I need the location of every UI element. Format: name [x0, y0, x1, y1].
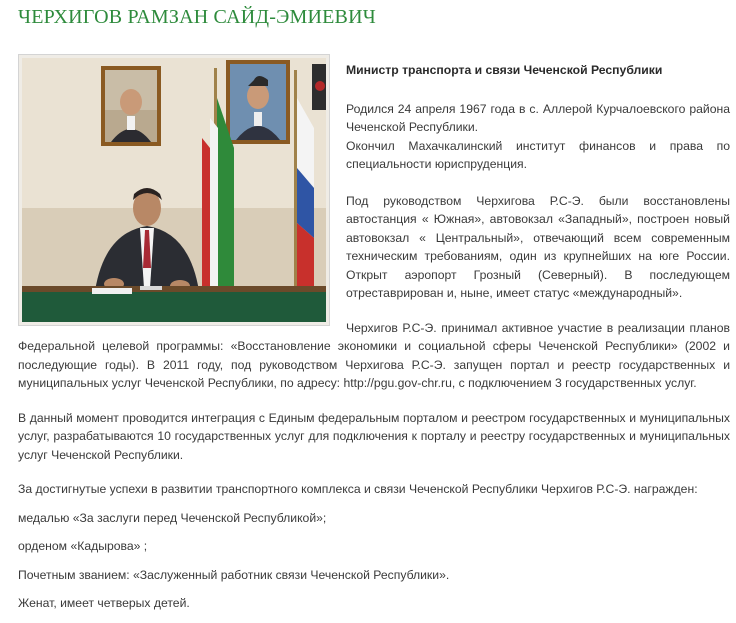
minister-photo [22, 58, 326, 322]
award-title: Почетным званием: «Заслуженный работник связи Чеченской Республики». [18, 567, 450, 582]
birth-info: Родился 24 апреля 1967 года в с. Аллерой Курчалоевского района Чеченской Республики. [346, 101, 730, 134]
article-body [18, 54, 730, 623]
program-paragraph: Черхигов Р.С-Э. принимал активное участие в реализации планов Федеральной целевой программы: «Восстановление экономики и социальной сферы Чеченской Республики» (2002 и последующие годы). В 2011 году, под руководством Черхигова Р.С-Э. запущен портал и реестр государственных и муниципальных услуг Чеченской Республики, по адресу: http://pgu.gov-chr.ru, с подключением 3 государственных услуг. [18, 320, 730, 390]
award-medal: медалью «За заслуги перед Чеченской Республикой»; [18, 510, 327, 525]
family-info: Женат, имеет четверых детей. [18, 596, 190, 610]
education-info: Окончил Махачкалинский институт финансов и права по специальности юриспруденция. [346, 138, 730, 171]
achievements-paragraph: Под руководством Черхигова Р.С-Э. были восстановлены автостанция « Южная», автовокзал «Западный», построен новый автовокзал « Центральный», отвечающий всем современным техническим требованиям, один из крупнейших на юге России. Открыт аэропорт Грозный (Северный). В последующем отреставрирован и, ныне, имеет статус «международный». [346, 193, 730, 300]
integration-paragraph: В данный момент проводится интеграция с Единым федеральным порталом и реестром государственных и муниципальных услуг, разрабатываются 10 государственных услуг для подключения к порталу и реестру государственных и муниципальных услуг Чеченской Республики. [18, 410, 730, 462]
page-title: ЧЕРХИГОВ РАМЗАН САЙД-ЭМИЕВИЧ [18, 6, 376, 28]
award-order: орденом «Кадырова» ; [18, 539, 148, 553]
awards-intro: За достигнутые успехи в развитии транспортного комплекса и связи Чеченской Республики Черхигов Р.С-Э. награжден: [18, 482, 698, 496]
role-title: Министр транспорта и связи Чеченской Республики [346, 63, 663, 77]
portrait-photo-frame [18, 54, 330, 326]
